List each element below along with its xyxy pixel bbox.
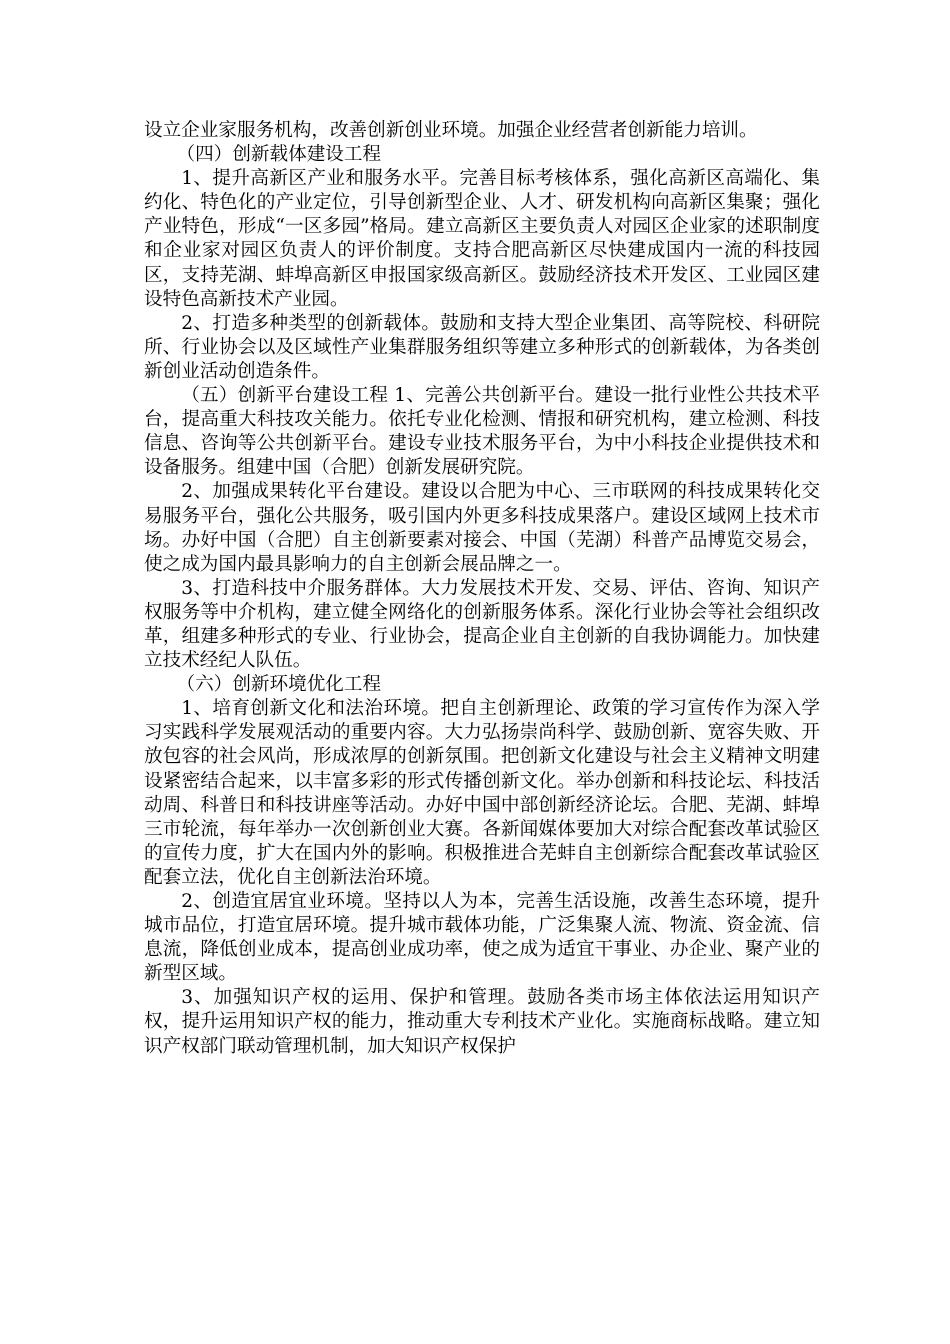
section-heading-4: （四）创新载体建设工程 [176,144,382,166]
paragraph-innovation-carriers: 2、打造多种类型的创新载体。鼓励和支持大型企业集团、高等院校、科研院所、行业协会以及区域性产业集群服务组织等建立多种形式的创新载体，为各类创新创业活动创造条件。 [144,312,820,382]
section-heading-6: （六）创新环境优化工程 [176,674,382,696]
document-page [144,119,820,1059]
paragraph-intermediary-services: 3、打造科技中介服务群体。大力发展技术开发、交易、评估、咨询、知识产权服务等中介机构，建立健全网络化的创新服务体系。深化行业协会等社会组织改革，组建多种形式的专业、行业协会，提高企业自主创新的自我协调能力。加快建立技术经纪人队伍。 [144,577,820,672]
paragraph-livable-environment: 2、创造宜居宜业环境。坚持以人为本，完善生活设施，改善生态环境，提升城市品位，打造宜居环境。提升城市载体功能，广泛集聚人流、物流、资金流、信息流，降低创业成本，提高创业成功率，使之成为适宜干事业、办企业、聚产业的新型区域。 [144,891,820,985]
paragraph-achievement-transfer: 2、加强成果转化平台建设。建设以合肥为中心、三市联网的科技成果转化交易服务平台，强化公共服务，吸引国内外更多科技成果落户。建设区域网上技术市场。办好中国（合肥）自主创新要素对接会、中国（芜湖）科普产品博览交易会，使之成为国内最具影响力的自主创新会展品牌之一。 [144,481,820,575]
paragraph-innovation-culture: 1、培育创新文化和法治环境。把自主创新理论、政策的学习宣传作为深入学习实践科学发展观活动的重要内容。大力弘扬崇尚科学、鼓励创新、宽容失败、开放包容的社会风尚，形成浓厚的创新氛围。把创新文化建设与社会主义精神文明建设紧密结合起来，以丰富多彩的形式传播创新文化。举办创新和科技论坛、科技活动周、科普日和科技讲座等活动。办好中国中部创新经济论坛。合肥、芜湖、蚌埠三市轮流，每年举办一次创新创业大赛。各新闻媒体要加大对综合配套改革试验区的宣传力度，扩大在国内外的影响。积极推进合芜蚌自主创新综合配套改革试验区配套立法，优化自主创新法治环境。 [144,698,820,888]
paragraph-intellectual-property: 3、加强知识产权的运用、保护和管理。鼓励各类市场主体依法运用知识产权，提升运用知识产权的能力，推动重大专利技术产业化。实施商标战略。建立知识产权部门联动管理机制，加大知识产权保护 [144,987,820,1057]
paragraph-hightech-zone: 1、提升高新区产业和服务水平。完善目标考核体系，强化高新区高端化、集约化、特色化的产业定位，引导创新型企业、人才、研发机构向高新区集聚；强化产业特色，形成“一区多园”格局。建立高新区主要负责人对园区企业家的述职制度和企业家对园区负责人的评价制度。支持合肥高新区尽快建成国内一流的科技园区，支持芜湖、蚌埠高新区申报国家级高新区。鼓励经济技术开发区、工业园区建设特色高新技术产业园。 [144,168,820,310]
paragraph-platform-section-5: （五）创新平台建设工程 1、完善公共创新平台。建设一批行业性公共技术平台，提高重大科技攻关能力。依托专业化检测、情报和研究机构，建立检测、科技信息、咨询等公共创新平台。建设专业技术服务平台，为中小科技企业提供技术和设备服务。组建中国（合肥）创新发展研究院。 [144,385,820,479]
paragraph-entrepreneur-services: 设立企业家服务机构，改善创新创业环境。加强企业经营者创新能力培训。 [144,120,758,141]
